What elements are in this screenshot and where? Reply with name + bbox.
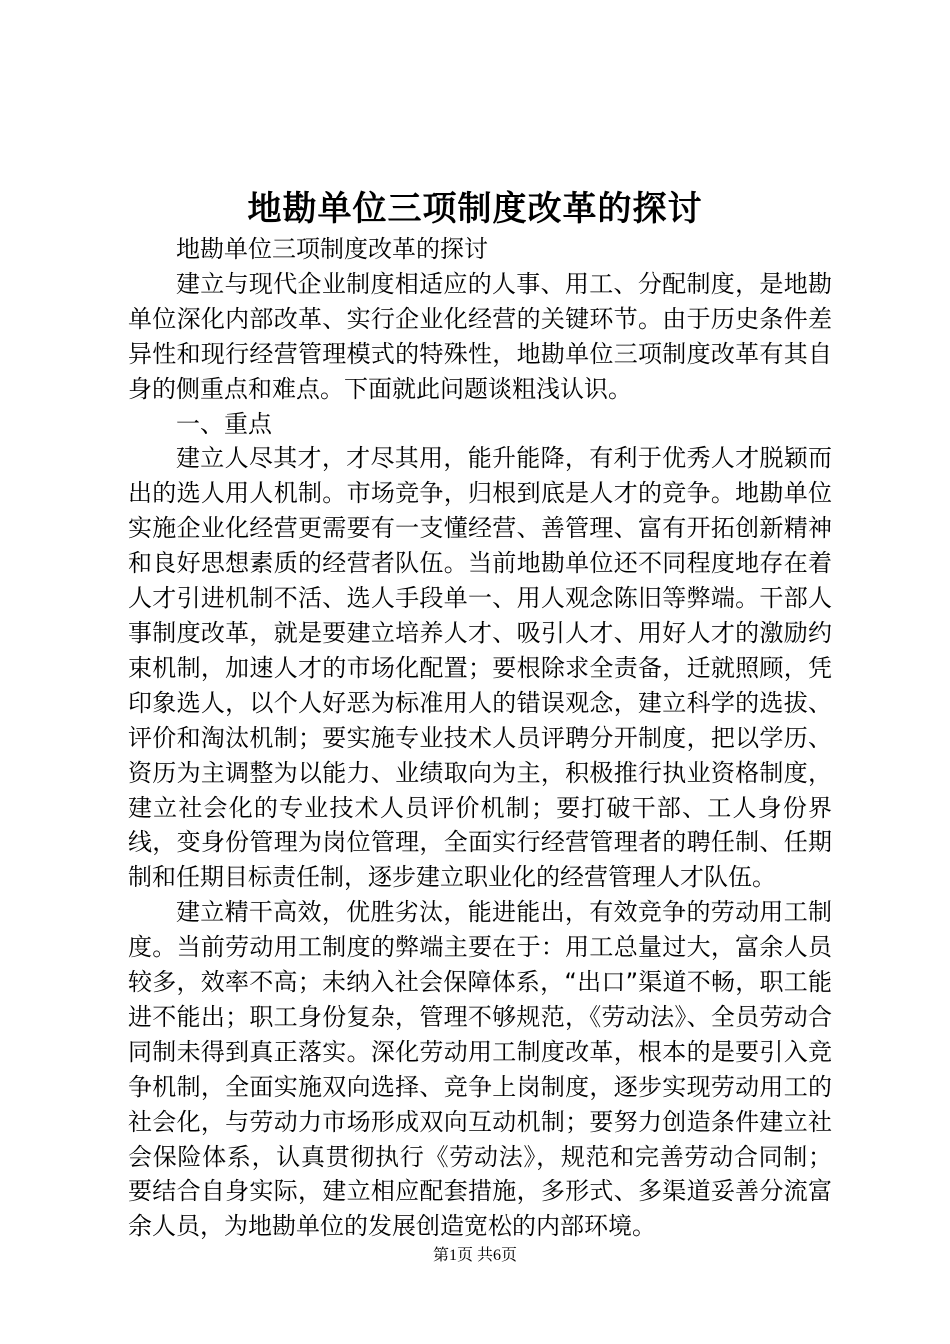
paragraph-labor: 建立精干高效，优胜劣汰，能进能出，有效竞争的劳动用工制度。当前劳动用工制度的弊端主要在于：用工总量过大，富余人员较多，效率不高；未纳入社会保障体系，“出口”渠道不畅，职工能进不能出；职工身份复杂，管理不够规范，《劳动法》、全员劳动合同制未得到真正落实。深化劳动用工制度改革，根本的是要引入竞争机制，全面实施双向选择、竞争上岗制度，逐步实现劳动用工的社会化，与劳动力市场形成双向互动机制；要努力创造条件建立社会保险体系，认真贯彻执行《劳动法》，规范和完善劳动合同制；要结合自身实际，建立相应配套措施，多形式、多渠道妥善分流富余人员，为地勘单位的发展创造宽松的内部环境。 xyxy=(128,898,832,1241)
paragraph-subtitle: 地勘单位三项制度改革的探讨 xyxy=(176,235,488,263)
paragraph-personnel: 建立人尽其才，才尽其用，能升能降，有利于优秀人才脱颖而出的选人用人机制。市场竞争，归根到底是人才的竞争。地勘单位实施企业化经营更需要有一支懂经营、善管理、富有开拓创新精神和良好思想素质的经营者队伍。当前地勘单位还不同程度地存在着人才引进机制不活、选人手段单一、用人观念陈旧等弊端。干部人事制度改革，就是要建立培养人才、吸引人才、用好人才的激励约束机制，加速人才的市场化配置；要根除求全责备，迁就照顾，凭印象选人，以个人好恶为标准用人的错误观念，建立科学的选拔、评价和淘汰机制；要实施专业技术人员评聘分开制度，把以学历、资历为主调整为以能力、业绩取向为主，积极推行执业资格制度，建立社会化的专业技术人员评价机制；要打破干部、工人身份界线，变身份管理为岗位管理，全面实行经营管理者的聘任制、任期制和任期目标责任制，逐步建立职业化的经营管理人才队伍。 xyxy=(128,444,832,892)
paragraph-intro: 建立与现代企业制度相适应的人事、用工、分配制度，是地勘单位深化内部改革、实行企业化经营的关键环节。由于历史条件差异性和现行经营管理模式的特殊性，地勘单位三项制度改革有其自身的侧重点和难点。下面就此问题谈粗浅认识。 xyxy=(128,269,832,403)
document-title: 地勘单位三项制度改革的探讨 xyxy=(247,189,703,229)
page-footer: 第1页 共6页 xyxy=(432,1247,517,1264)
section-heading: 一、重点 xyxy=(176,409,272,438)
document-body xyxy=(128,232,832,1244)
